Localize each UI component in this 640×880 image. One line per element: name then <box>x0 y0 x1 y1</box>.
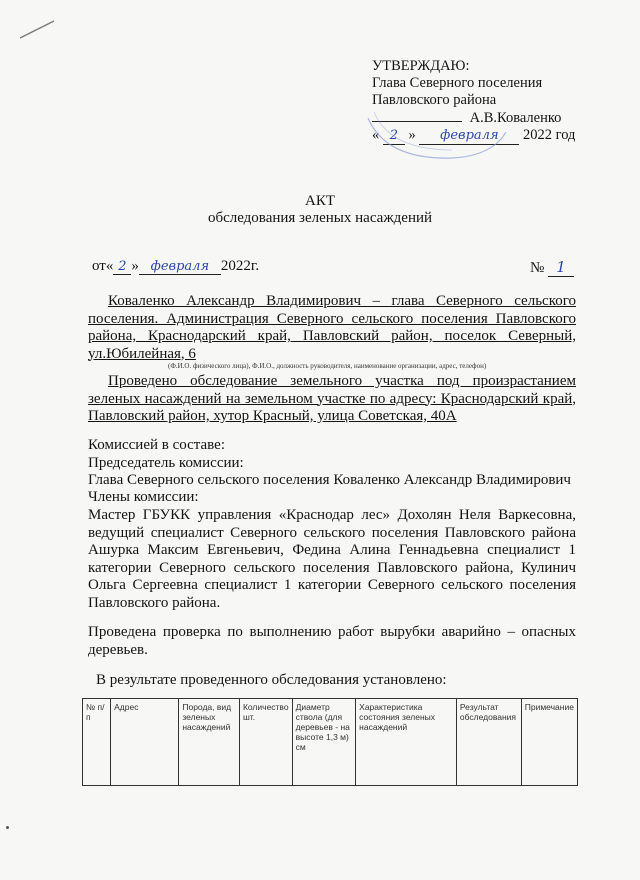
commission-chair-label: Председатель комиссии: <box>88 455 244 471</box>
approval-date-quote-open: « <box>372 127 380 143</box>
applicant-caption: (Ф.И.О. физического лица), Ф.И.О., должность руководителя, наименование организации, адрес, телефон) <box>168 362 487 370</box>
table-header-cell: № п/п <box>83 699 111 786</box>
act-date-month: февраля <box>139 259 221 275</box>
commission-chair: Глава Северного сельского поселения Коваленко Александр Владимирович <box>88 472 571 488</box>
result-intro: В результате проведенного обследования установлено: <box>96 672 447 688</box>
commission-members: Мастер ГБУКК управления «Краснодар лес» Дохолян Неля Варкесовна, ведущий специалист Северного сельского поселения Павловского района Ашурка Максим Евгеньевич, Федина Алина Геннадьевна специалист 1 категории Северного сельского поселения Павловского района, Кулинич Ольга Сергеевна специалист 1 категории Северного сельского поселения Павловского района. <box>88 507 576 611</box>
act-subtitle: обследования зеленых насаждений <box>207 210 433 226</box>
commission-heading: Комиссией в составе: <box>88 437 226 453</box>
approval-date-quote-close: » <box>408 127 416 143</box>
commission-members-label: Члены комиссии: <box>88 489 199 505</box>
pen-stroke-mark <box>18 18 58 42</box>
approval-position-line1: Глава Северного поселения <box>372 75 543 91</box>
approval-date-month: февраля <box>419 127 519 145</box>
table-header-row <box>83 699 578 786</box>
act-date <box>92 258 259 275</box>
results-table <box>82 698 578 786</box>
scan-speck <box>6 826 9 829</box>
act-date-quote: » <box>131 258 139 274</box>
act-date-day: 2 <box>113 259 131 275</box>
table-header-cell: Порода, вид зеленых насаждений <box>179 699 240 786</box>
check-description: Проведена проверка по выполнению работ вырубки аварийно – опасных деревьев. <box>88 624 576 658</box>
act-number <box>530 258 574 277</box>
act-title: АКТ <box>305 193 335 209</box>
approval-date-year: 2022 год <box>523 127 576 143</box>
table-header-cell: Диаметр ствола (для деревьев - на высоте 1,3 м) см <box>292 699 356 786</box>
approval-position-line2: Павловского района <box>372 92 497 108</box>
table-header-cell: Примечание <box>521 699 577 786</box>
table-header-cell: Результат обследования <box>456 699 521 786</box>
approval-signer: А.В.Коваленко <box>469 110 562 126</box>
applicant-info: Коваленко Александр Владимирович – глава Северного сельского поселения. Администрация Северного сельского поселения Павловского района, Краснодарский край, Павловский район, поселок Северный, ул.Юбилейная, 6 <box>88 293 576 362</box>
table-header-cell: Количество шт. <box>239 699 292 786</box>
act-date-prefix: от« <box>92 258 114 274</box>
inspection-description: Проведено обследование земельного участка под произрастанием зеленых насаждений на земельном участке по адресу: Краснодарский край, Павловский район, хутор Красный, улица Советская, 40А <box>88 373 576 424</box>
act-number-value: 1 <box>548 258 574 277</box>
approval-heading: УТВЕРЖДАЮ: <box>372 58 470 74</box>
table-header-cell: Адрес <box>111 699 179 786</box>
table-header-cell: Характеристика состояния зеленых насаждений <box>356 699 457 786</box>
approval-date-day: 2 <box>383 127 405 145</box>
act-date-year: 2022г. <box>220 258 260 274</box>
act-number-sign: № <box>530 260 545 276</box>
official-stamp-arc <box>360 102 510 164</box>
